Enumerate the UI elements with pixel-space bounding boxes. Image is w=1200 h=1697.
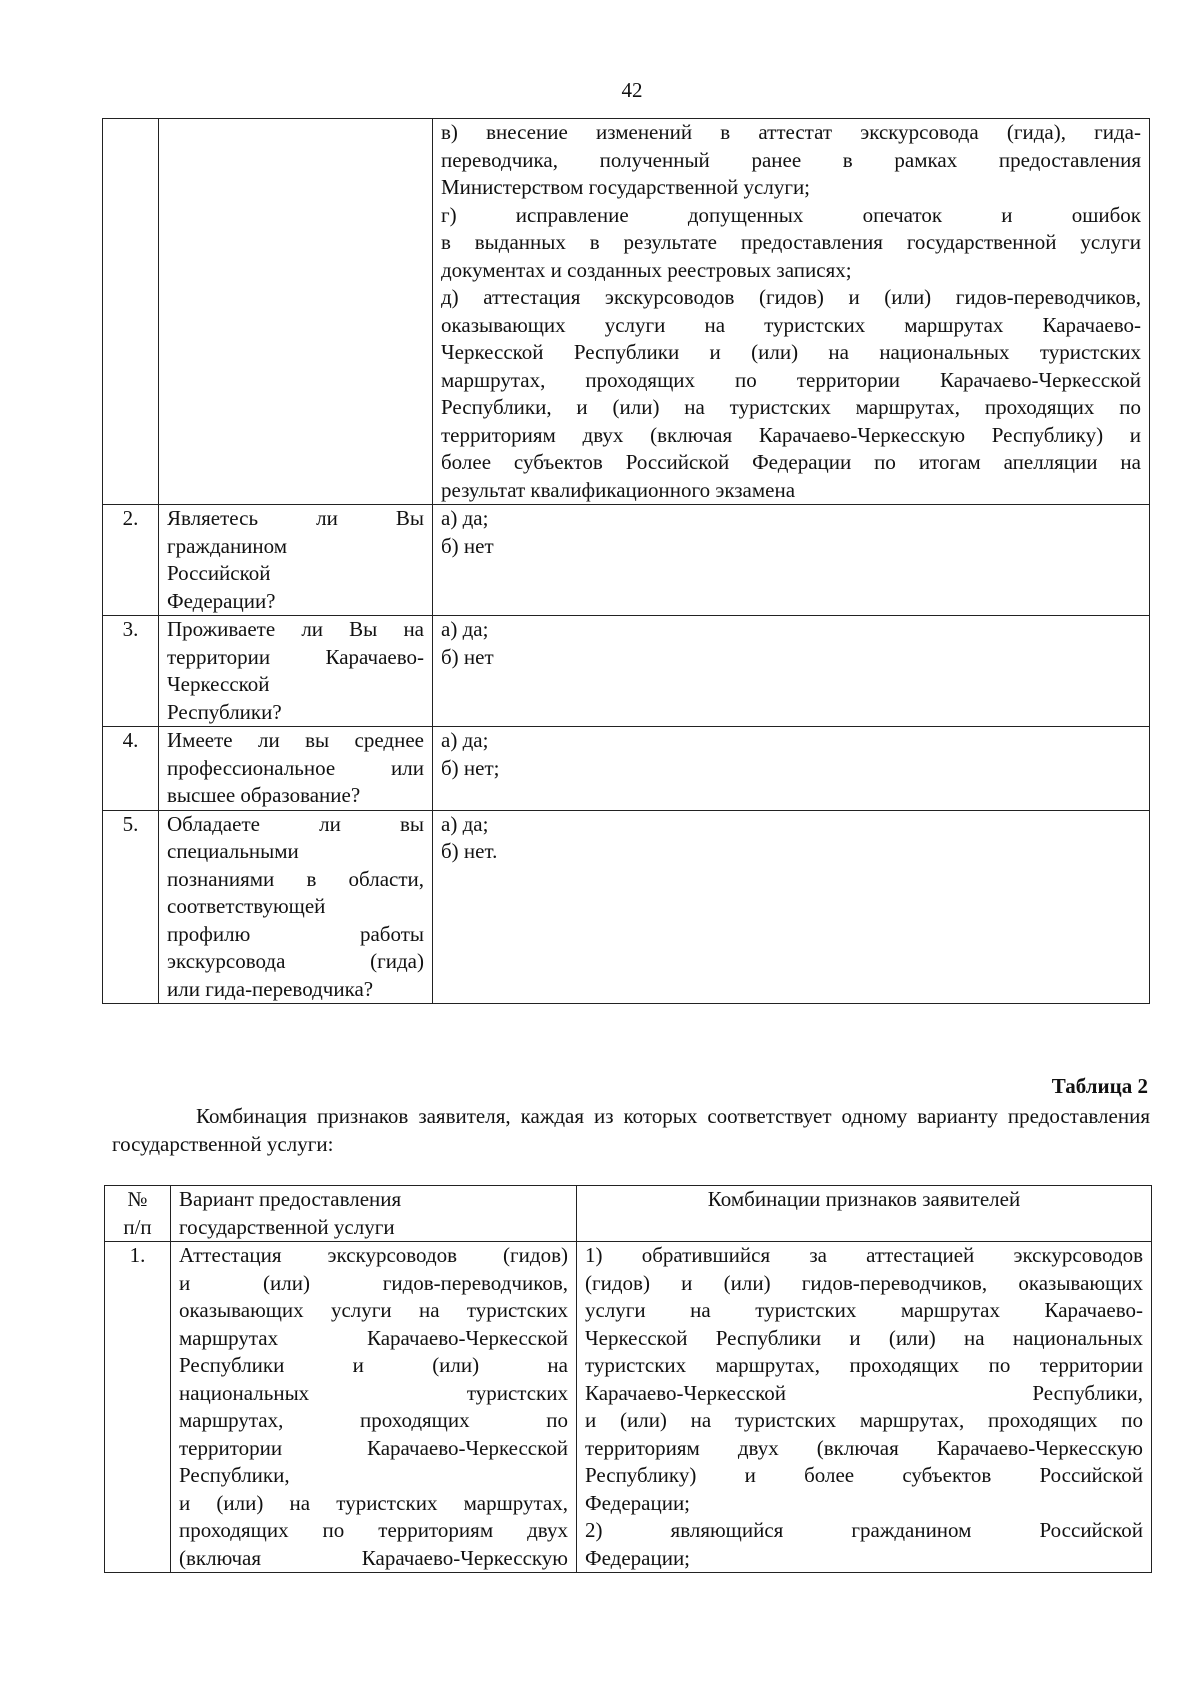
- question-line: Проживаете ли Вы на: [167, 617, 424, 641]
- question-line: Имеете ли вы среднее: [167, 728, 424, 752]
- combo-line: 2) являющийся гражданином Российской: [585, 1518, 1143, 1542]
- question-cell: [159, 505, 433, 616]
- answer-line: в) внесение изменений в аттестат экскурсовода (гида), гида-: [441, 120, 1141, 144]
- table-header-row: [105, 1186, 1152, 1242]
- combo-line: Карачаево-Черкесской Республики,: [585, 1380, 1143, 1405]
- row-number: 1.: [105, 1242, 171, 1573]
- table-caption: Комбинация признаков заявителя, каждая из которых соответствует одному варианту предоставления государственной услуги:: [112, 1104, 1150, 1156]
- question-line: Являетесь ли Вы: [167, 506, 424, 530]
- answer-line: а) да;: [441, 811, 489, 836]
- answer-line: б) нет: [441, 533, 494, 558]
- variant-line: оказывающих услуги на туристских: [179, 1298, 568, 1322]
- question-line: гражданином: [167, 533, 288, 558]
- question-line: территории Карачаево-: [167, 644, 424, 669]
- variant-line: Республики и (или) на: [179, 1353, 568, 1377]
- question-line: экскурсовода (гида): [167, 949, 424, 973]
- question-cell: [159, 810, 433, 1004]
- combo-line: (гидов) и (или) гидов-переводчиков, оказывающих: [585, 1270, 1143, 1295]
- answer-line: а) да;: [441, 728, 489, 752]
- table-row: [103, 727, 1150, 811]
- answer-line: переводчика, полученный ранее в рамках предоставления: [441, 147, 1141, 172]
- table-row-continuation: [103, 119, 1150, 505]
- question-line: познаниями в области,: [167, 866, 424, 891]
- answer-line: оказывающих услуги на туристских маршрутах Карачаево-: [441, 312, 1141, 337]
- answer-line: маршрутах, проходящих по территории Карачаево-Черкесской: [441, 367, 1141, 392]
- answer-line: а) да;: [441, 506, 489, 530]
- variant-line: Аттестация экскурсоводов (гидов): [179, 1243, 568, 1267]
- question-cell: [159, 616, 433, 727]
- answer-line: б) нет.: [441, 839, 498, 863]
- questions-table: [102, 118, 1150, 1004]
- table-title: Таблица 2: [1051, 1074, 1148, 1098]
- answer-line: б) нет;: [441, 755, 500, 780]
- variant-line: и (или) гидов-переводчиков,: [179, 1270, 568, 1295]
- answer-line: результат квалификационного экзамена: [441, 477, 796, 502]
- answer-line: г) исправление допущенных опечаток и ошибок: [441, 202, 1141, 227]
- answer-line: д) аттестация экскурсоводов (гидов) и (или) гидов-переводчиков,: [441, 285, 1141, 309]
- combo-line: Черкесской Республики и (или) на национальных: [585, 1325, 1143, 1350]
- table-row: [105, 1242, 1152, 1573]
- combo-line: туристских маршрутах, проходящих по территории: [585, 1353, 1143, 1377]
- question-line: Черкесской: [167, 672, 270, 696]
- table-row: [103, 810, 1150, 1004]
- question-line: высшее образование?: [167, 783, 361, 807]
- variant-line: (включая Карачаево-Черкесскую: [179, 1545, 568, 1570]
- combo-line: и (или) на туристских маршрутах, проходящих по: [585, 1408, 1143, 1432]
- question-line: Обладаете ли вы: [167, 811, 424, 836]
- variant-line: и (или) на туристских маршрутах,: [179, 1490, 568, 1515]
- variant-line: маршрутах Карачаево-Черкесской: [179, 1325, 568, 1350]
- row-number: 4.: [103, 727, 159, 811]
- combo-line: Федерации;: [585, 1490, 691, 1515]
- answer-line: Министерством государственной услуги;: [441, 175, 811, 199]
- combo-line: 1) обратившийся за аттестацией экскурсоводов: [585, 1243, 1143, 1267]
- answer-cell: [433, 810, 1150, 1004]
- question-line: специальными: [167, 839, 299, 863]
- combo-cell: [577, 1242, 1152, 1573]
- page-number: 42: [621, 78, 643, 102]
- question-line: профессиональное или: [167, 755, 424, 780]
- answer-line: в выданных в результате предоставления государственной услуги: [441, 230, 1141, 254]
- answer-line: а) да;: [441, 617, 489, 641]
- table-row: [103, 616, 1150, 727]
- answer-cell: [433, 119, 1150, 505]
- question-line: или гида-переводчика?: [167, 976, 374, 1001]
- question-line: соответствующей: [167, 894, 326, 918]
- variant-line: маршрутах, проходящих по: [179, 1408, 568, 1432]
- variant-line: территории Карачаево-Черкесской: [179, 1435, 568, 1460]
- answer-cell: [433, 616, 1150, 727]
- combo-line: Республику) и более субъектов Российской: [585, 1463, 1143, 1487]
- variant-line: Республики,: [179, 1463, 290, 1487]
- question-cell: [159, 119, 433, 505]
- row-number: 5.: [103, 810, 159, 1004]
- combo-line: услуги на туристских маршрутах Карачаево-: [585, 1298, 1143, 1322]
- question-cell: [159, 727, 433, 811]
- row-number: 2.: [103, 505, 159, 616]
- combo-line: Федерации;: [585, 1545, 691, 1570]
- header-combo: Комбинации признаков заявителей: [577, 1186, 1152, 1242]
- row-number: 3.: [103, 616, 159, 727]
- variant-line: национальных туристских: [179, 1380, 568, 1405]
- variant-cell: [171, 1242, 577, 1573]
- question-line: Федерации?: [167, 588, 276, 613]
- answer-line: документах и созданных реестровых записях;: [441, 257, 852, 282]
- question-line: Российской: [167, 561, 271, 585]
- question-line: профилю работы: [167, 921, 424, 946]
- answer-cell: [433, 505, 1150, 616]
- answer-line: более субъектов Российской Федерации по итогам апелляции на: [441, 450, 1141, 474]
- variant-line: проходящих по территориям двух: [179, 1518, 568, 1542]
- question-line: Республики?: [167, 699, 282, 724]
- header-num: № п/п: [105, 1186, 171, 1242]
- header-variant: Вариант предоставления государственной услуги: [171, 1186, 577, 1242]
- answer-line: территориям двух (включая Карачаево-Черкесскую Республику) и: [441, 422, 1141, 447]
- combo-line: территориям двух (включая Карачаево-Черкесскую: [585, 1435, 1143, 1460]
- answer-line: Черкесской Республики и (или) на национальных туристских: [441, 340, 1141, 364]
- table-row: [103, 505, 1150, 616]
- answer-cell: [433, 727, 1150, 811]
- num-cell: [103, 119, 159, 505]
- answer-line: б) нет: [441, 644, 494, 669]
- answer-line: Республики, и (или) на туристских маршрутах, проходящих по: [441, 395, 1141, 419]
- variants-table: [104, 1185, 1152, 1573]
